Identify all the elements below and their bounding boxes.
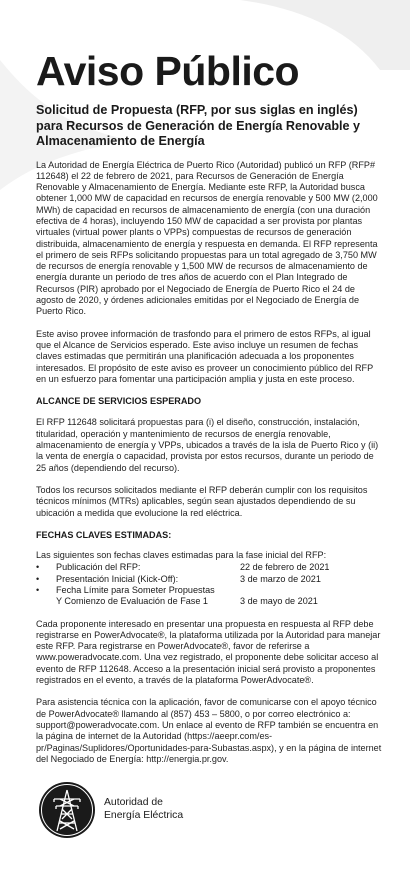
date-label: Publicación del RFP: [56, 562, 141, 573]
org-name-line-1: Autoridad de [104, 797, 163, 808]
bullet: • [36, 585, 40, 595]
date-value: 3 de marzo de 2021 [240, 573, 321, 584]
paragraph-purpose: Este aviso provee información de trasfondo para el primero de estos RFPs, al igual que el Alcance de Servicios esperado. Este aviso incluye un resumen de fechas claves estimadas que permitirán una planificación adecuada a los proponentes interesados. El propósito de este aviso es proveer un conocimiento público del RFP en un esfuerzo para fomentar una participación amplia y justa en este proceso. [36, 328, 373, 384]
power-tower-icon [38, 781, 96, 839]
org-name-line-2: Energía Eléctrica [104, 809, 184, 821]
date-value: 3 de mayo de 2021 [240, 596, 318, 607]
paragraph-dates-intro: Las siguientes son fechas claves estimadas para la fase inicial del RFP: [36, 550, 327, 561]
date-label: Presentación Inicial (Kick-Off): [56, 573, 179, 584]
page-title: Aviso Público [36, 48, 300, 94]
date-label: Y Comienzo de Evaluación de Fase 1 [56, 596, 208, 607]
date-label: Fecha Límite para Someter Propuestas [56, 585, 215, 595]
bullet: • [36, 573, 40, 584]
bullet [36, 596, 56, 607]
key-date-row [36, 562, 384, 573]
paragraph-intro: La Autoridad de Energía Eléctrica de Puerto Rico (Autoridad) publicó un RFP (RFP# 112648) el 22 de febrero de 2021, para Recursos de Generación de Energía Renovable y Almacenamiento de Energía. Mediante este RFP, la Autoridad busca obtener 1,000 MW de capacidad en recursos de energía renovable y 500 MW (2,000 MWh) de capacidad en recursos de almacenamiento de energía (con una duración efectiva de 4 horas), incluyendo 150 MW de capacidad a ser provista por plantas virtuales (virtual power plants o VPPs) compuestas de recursos de generación distribuida, almacenamiento de energía y respuesta en demanda. El RFP representa el primero de seis RFPs solicitando propuestas para un total agregado de 3,750 MW de recursos de energía renovable y 1,500 MW de recursos de almacenamiento de energía durante un periodo de tres años de acuerdo con el Plan Integrado de Recursos (PIR) aprobado por el Negociado de Energía de Puerto Rico el 24 de agosto de 2020, y órdenes adicionales emitidas por el Negociado de Energía de Puerto Rico. [36, 159, 378, 317]
section-heading-dates: FECHAS CLAVES ESTIMADAS: [36, 529, 172, 540]
paragraph-registration: Cada proponente interesado en presentar una propuesta en respuesta al RFP debe registrarse en PowerAdvocate®, la plataforma utilizada por la Autoridad para manejar este RFP. Para registrarse en PowerAdvocate®, favor de referirse a www.poweradvocate.com. Una vez registrado, el proponente debe solicitar acceso al evento de RFP 112648. Acceso a la presentación inicial será provisto a proponentes registrados en el evento, a través de la plataforma PowerAdvocate®. [36, 618, 381, 686]
key-dates-list [36, 562, 384, 607]
key-date-row [36, 585, 384, 596]
date-value [240, 585, 384, 596]
page-subtitle: Solicitud de Propuesta (RFP, por sus siglas en inglés) para Recursos de Generación de Energía Renovable y Almacenamiento de Energía [36, 103, 361, 148]
bullet: • [36, 562, 40, 573]
paragraph-scope: El RFP 112648 solicitará propuestas para (i) el diseño, construcción, instalación, titularidad, operación y mantenimiento de recursos de energía renovable, almacenamiento de energía y VPPs, ubicados a través de la isla de Puerto Rico y (ii) la venta de energía o capacidad, provista por estos recursos, durante un periodo de 25 años (dependiendo del recurso). [36, 417, 379, 473]
date-value: 22 de febrero de 2021 [240, 562, 330, 573]
key-date-row [36, 574, 384, 585]
key-date-row [36, 596, 384, 607]
organization-name [104, 797, 183, 822]
notice-content [36, 0, 384, 765]
section-heading-scope: ALCANCE DE SERVICIOS ESPERADO [36, 396, 202, 407]
paragraph-support: Para asistencia técnica con la aplicación, favor de comunicarse con el apoyo técnico de PowerAdvocate® llamando al (857) 453 – 5800, o por correo electrónico a: support@poweradvocate.com. Un enlace al evento de RFP también se encuentra en la página de internet de la Autoridad (https://aeepr.com/es-pr/Paginas/Suplidores/Oportunidades-para-Subastas.aspx), y en la página de internet del Negociado de Energía: http://energia.pr.gov. [36, 697, 382, 764]
paragraph-requirements: Todos los recursos solicitados mediante el RFP deberán cumplir con los requisitos técnicos mínimos (MTRs) aplicables, según sean ajustados dependiendo de su ubicación a medida que evolucione la red eléctrica. [36, 484, 368, 518]
